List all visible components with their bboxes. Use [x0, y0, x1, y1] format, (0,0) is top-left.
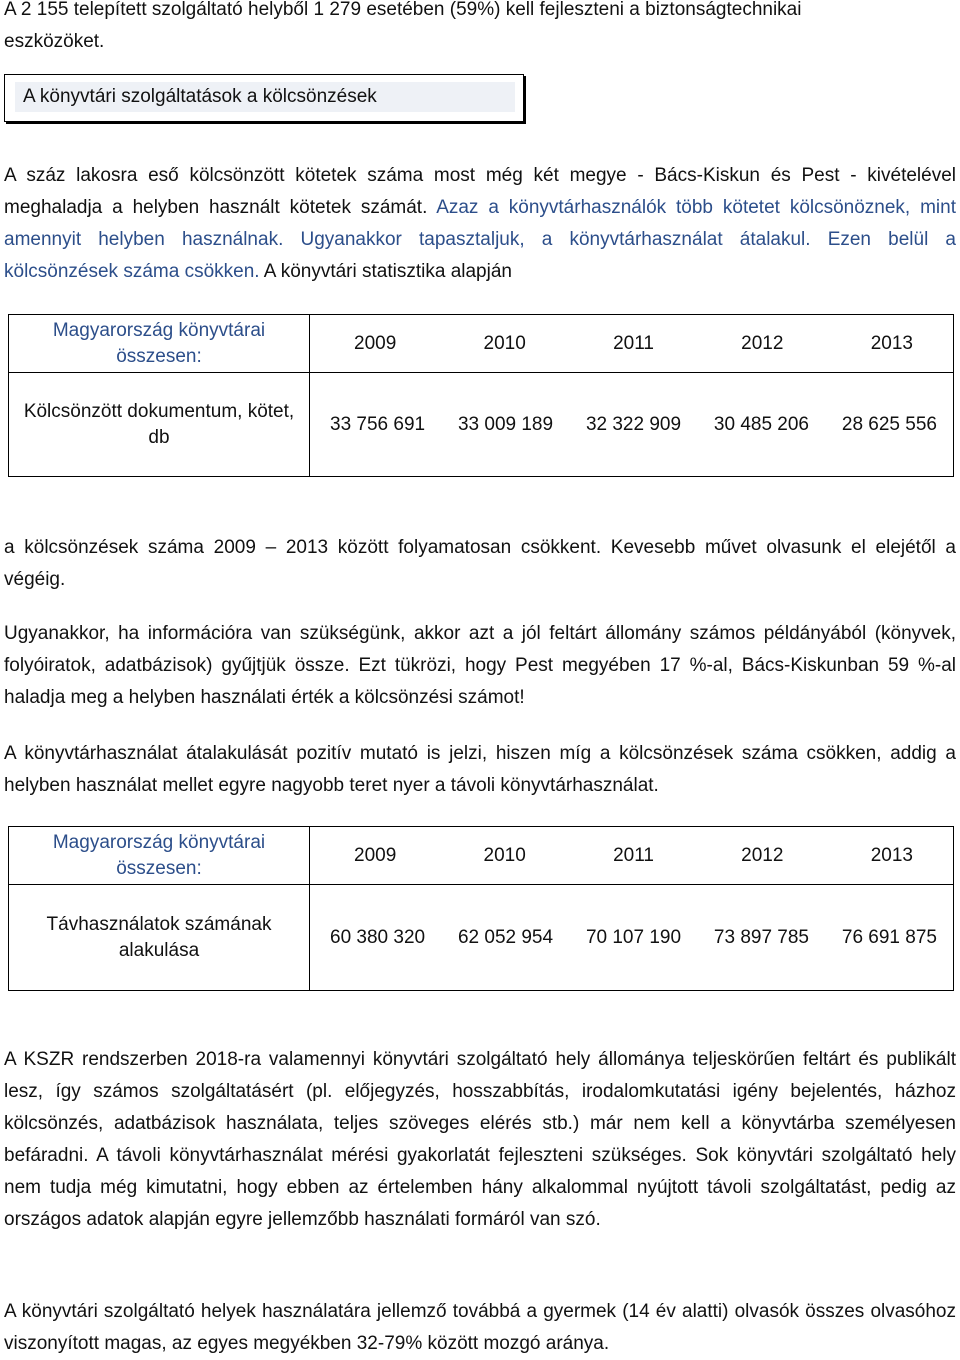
loans-year: 2012 — [741, 332, 784, 354]
loans-table-values-cell — [310, 373, 954, 477]
remote-year: 2013 — [870, 844, 913, 866]
paragraph-loans-intro — [4, 160, 956, 288]
paragraph-loans-highlight: Azaz a könyvtárhasználók több kötetet kölcsönöznek, mint amennyit helyben használnak. Ugyanakkor tapasztaljuk, a könyvtárhasználat átalakul. Ezen belül a kölcsönzések száma csökken. — [4, 197, 956, 282]
loans-value: 30 485 206 — [713, 413, 809, 435]
section-heading: A könyvtári szolgáltatások a kölcsönzések — [15, 82, 515, 112]
remote-table-header-row — [9, 827, 954, 885]
section-heading-box — [4, 74, 524, 122]
loans-value: 33 009 189 — [457, 413, 554, 435]
paragraph-remote-use: A könyvtárhasználat átalakulását pozitív mutató is jelzi, hiszen míg a kölcsönzések száma csökken, addig a helyben használat mellet egyre nagyobb teret nyer a távoli könyvtárhasználat. — [4, 743, 956, 796]
remote-table-values-cell — [310, 885, 954, 991]
loans-table-header-label: Magyarország könyvtárai összesen: — [9, 315, 310, 373]
remote-year: 2010 — [483, 844, 526, 866]
remote-value: 73 897 785 — [713, 926, 809, 948]
loans-table-row-label: Kölcsönzött dokumentum, kötet, db — [9, 373, 310, 477]
loans-table-data-row — [9, 373, 954, 477]
paragraph-kszr: A KSZR rendszerben 2018-ra valamennyi könyvtári szolgáltató hely állománya teljeskörűen feltárt és publikált lesz, így számos szolgáltatásért (pl. előjegyzés, hosszabbítás, irodalomkutatási igény bejelentés, házhoz kölcsönzés, adatbázisok használata, teljes szöveges elérés stb.) már nem kell a könyvtárba személyesen befáradni. A távoli könyvtárhasználat mérési gyakorlatát fejleszteni szükséges. Sok könyvtári szolgáltató hely nem tudja még kimutatni, hogy ebben az értelemben hány alkalommal nyújtott távoli szolgáltatást, pedig az országos adatok alapján egyre jellemzőbb használati formáról van szó. — [4, 1049, 956, 1230]
paragraph-children: A könyvtári szolgáltató helyek használatára jellemző továbbá a gyermek (14 év alatti) olvasók összes olvasóhoz viszonyított magas, az egyes megyékben 32-79% között mozgó aránya. — [4, 1301, 956, 1354]
loans-year: 2010 — [483, 332, 526, 354]
loans-table-years-cell — [310, 315, 954, 373]
remote-table-data-row — [9, 885, 954, 991]
loans-value: 32 322 909 — [585, 413, 682, 435]
remote-year: 2009 — [354, 844, 397, 866]
remote-year: 2012 — [741, 844, 784, 866]
intro-paragraph — [4, 0, 956, 58]
paragraph-loans-part3: A könyvtári statisztika alapján — [259, 261, 512, 282]
remote-value: 60 380 320 — [330, 926, 426, 948]
remote-value: 70 107 190 — [585, 926, 682, 948]
remote-value: 62 052 954 — [457, 926, 554, 948]
paragraph-loans-part1: A száz lakosra eső kölcsönzött kötetek száma most még két megye - Bács-Kiskun és Pest - kivételével meghaladja a helyben használt kötetek számát. — [4, 165, 956, 218]
loans-table — [8, 314, 954, 477]
remote-table-header-label: Magyarország könyvtárai összesen: — [9, 827, 310, 885]
loans-table-header-row — [9, 315, 954, 373]
intro-line-1: A 2 155 telepített szolgáltató helyből 1 279 esetében (59%) kell fejleszteni a biztonságtechnikai — [4, 0, 802, 20]
remote-use-table — [8, 826, 954, 991]
remote-value: 76 691 875 — [841, 926, 937, 948]
paragraph-decline: a kölcsönzések száma 2009 – 2013 között folyamatosan csökkent. Kevesebb művet olvasunk el elejétől a végéig. — [4, 537, 956, 590]
paragraph-information: Ugyanakkor, ha információra van szükségünk, akkor azt a jól feltárt állomány számos példányából (könyvek, folyóiratok, adatbázisok) gyűjtjük össze. Ezt tükrözi, hogy Pest megyében 17 %-al, Bács-Kiskunban 59 %-al haladja meg a helyben használati érték a kölcsönzési számot! — [4, 623, 956, 708]
remote-year: 2011 — [613, 844, 654, 866]
loans-year: 2013 — [870, 332, 913, 354]
loans-value: 28 625 556 — [841, 413, 937, 435]
remote-table-row-label: Távhasználatok számának alakulása — [9, 885, 310, 991]
remote-table-years-cell — [310, 827, 954, 885]
loans-year: 2009 — [354, 332, 397, 354]
intro-line-2: eszközöket. — [4, 31, 105, 52]
loans-value: 33 756 691 — [330, 413, 426, 435]
loans-year: 2011 — [613, 332, 654, 354]
